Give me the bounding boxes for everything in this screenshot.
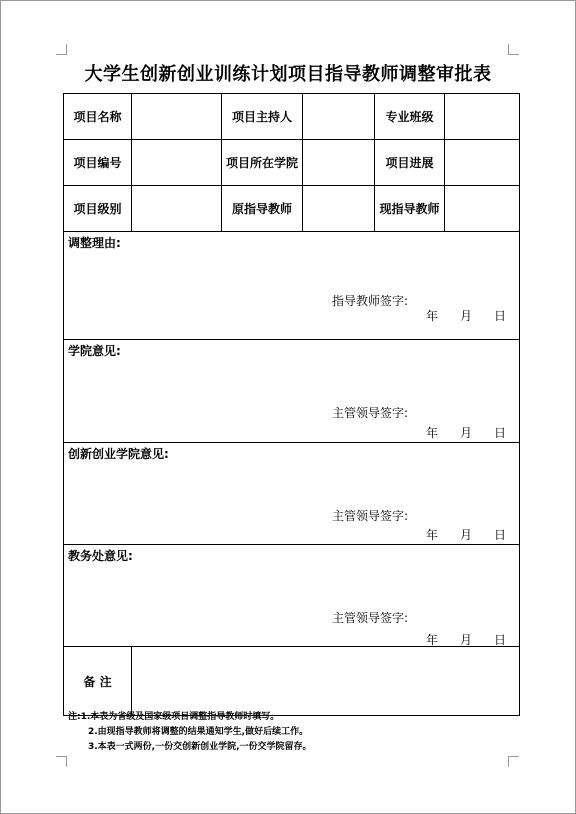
section-college-opinion <box>64 340 520 443</box>
remarks-label: 备 注 <box>64 647 132 716</box>
field-label: 项目级别 <box>64 186 132 232</box>
date-month: 月 <box>460 528 473 542</box>
field-label: 现指导教师 <box>375 186 445 232</box>
section-innovation-college-opinion <box>64 443 520 545</box>
field-value[interactable] <box>303 186 375 232</box>
section-label: 调整理由: <box>68 236 121 250</box>
footnote: 3.本表一式两份,一份交创新创业学院,一份交学院留存。 <box>88 742 312 752</box>
date-month: 月 <box>460 426 473 440</box>
footnote: 注:1.本表为省级及国家级项目调整指导教师时填写。 <box>68 712 280 722</box>
section-academic-affairs-opinion <box>64 545 520 647</box>
date-year: 年 <box>426 633 439 647</box>
field-label: 项目进展 <box>375 140 445 186</box>
date-year: 年 <box>426 426 439 440</box>
footnote: 2.由现指导教师将调整的结果通知学生,做好后续工作。 <box>88 727 309 737</box>
table-row <box>64 140 520 186</box>
field-value[interactable] <box>132 140 222 186</box>
signature-label: 主管领导签字: <box>332 509 409 523</box>
approval-form-table <box>63 93 520 716</box>
field-value[interactable] <box>445 94 520 140</box>
date-month: 月 <box>460 309 473 323</box>
date-day: 日 <box>494 309 507 323</box>
section-adjust-reason <box>64 232 520 340</box>
date-month: 月 <box>460 633 473 647</box>
corner-mark <box>56 44 67 55</box>
field-value[interactable] <box>132 186 222 232</box>
date-day: 日 <box>494 528 507 542</box>
field-label: 项目主持人 <box>222 94 303 140</box>
date-day: 日 <box>494 633 507 647</box>
field-value[interactable] <box>303 94 375 140</box>
date-year: 年 <box>426 309 439 323</box>
signature-label: 指导教师签字: <box>332 294 409 308</box>
date-year: 年 <box>426 528 439 542</box>
corner-mark <box>508 44 519 55</box>
section-label: 教务处意见: <box>68 549 133 563</box>
table-row <box>64 94 520 140</box>
section-label: 创新创业学院意见: <box>68 447 169 461</box>
date-day: 日 <box>494 426 507 440</box>
corner-mark <box>508 756 519 767</box>
table-row <box>64 186 520 232</box>
field-value[interactable] <box>303 140 375 186</box>
remarks-field[interactable] <box>132 647 520 716</box>
document-title: 大学生创新创业训练计划项目指导教师调整审批表 <box>84 64 492 85</box>
signature-label: 主管领导签字: <box>332 406 409 420</box>
field-label: 项目编号 <box>64 140 132 186</box>
field-label: 专业班级 <box>375 94 445 140</box>
section-label: 学院意见: <box>68 344 121 358</box>
field-label: 项目所在学院 <box>222 140 303 186</box>
signature-label: 主管领导签字: <box>332 611 409 625</box>
field-label: 项目名称 <box>64 94 132 140</box>
remarks-row <box>64 647 520 716</box>
field-label: 原指导教师 <box>222 186 303 232</box>
field-value[interactable] <box>445 186 520 232</box>
field-value[interactable] <box>132 94 222 140</box>
footnotes <box>68 710 312 755</box>
corner-mark <box>56 756 67 767</box>
field-value[interactable] <box>445 140 520 186</box>
